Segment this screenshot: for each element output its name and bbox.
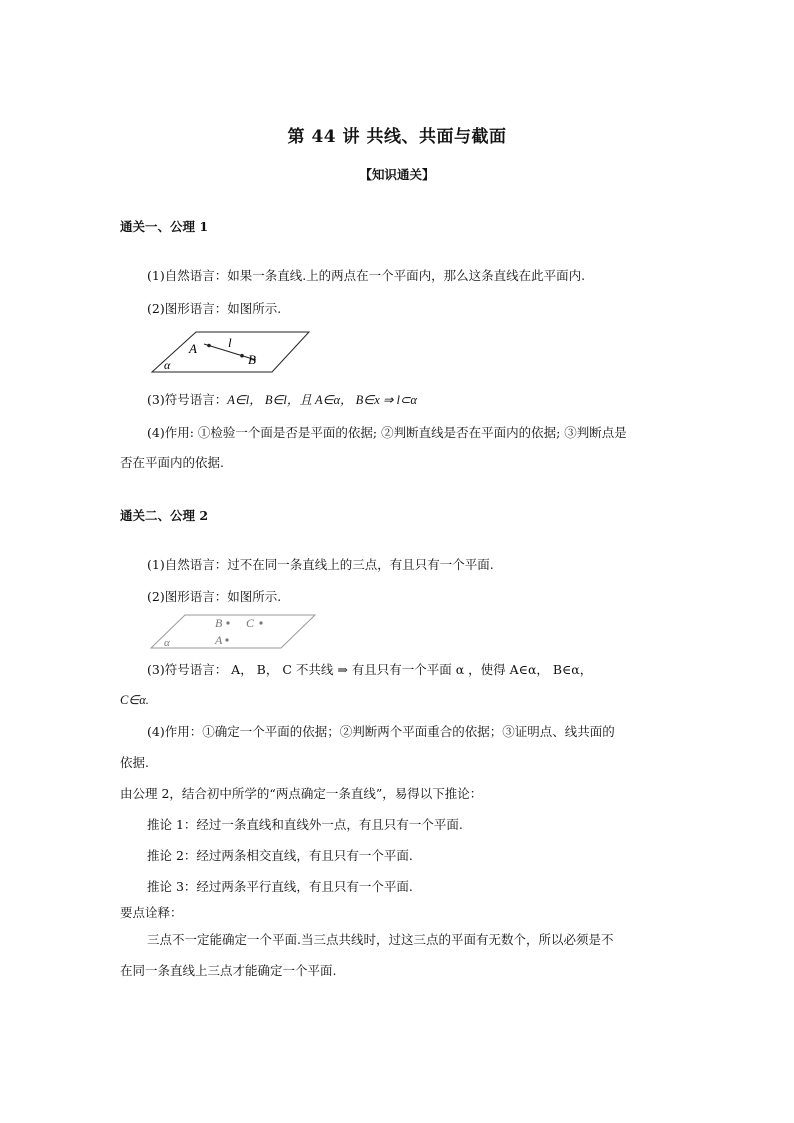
point-b-label: B [248,352,256,367]
corollary-2: 推论 2：经过两条相交直线，有且只有一个平面. [147,848,413,863]
axiom2-symbol-line2: C∈α. [120,693,149,707]
axiom1-use-line1: (4)作用: ①检验一个面是否是平面的依据; ②判断直线是否在平面内的依据; ③判断点是 [147,425,627,440]
axiom2-figure [147,612,327,652]
point-c-label: C [246,616,255,630]
line-l-label: l [228,335,232,350]
axiom2-natural-language: (1)自然语言：过不在同一条直线上的三点，有且只有一个平面. [147,557,494,572]
section-subtitle: 【知识通关】 [359,167,435,182]
page-title: 第 44 讲 共线、共面与截面 [287,127,507,147]
axiom1-natural-language: (1)自然语言：如果一条直线.上的两点在一个平面内，那么这条直线在此平面内. [147,268,586,283]
point-b-label: B [215,616,223,630]
axiom2-graphic-language: (2)图形语言：如图所示. [147,589,282,604]
point-a-label: A [189,341,197,356]
section1-heading: 通关一、公理 1 [120,219,209,234]
axiom1-symbol-prefix: (3)符号语言： [147,392,228,407]
axiom1-figure [144,330,324,380]
corollary-intro: 由公理 2，结合初中所学的“两点确定一条直线”，易得以下推论： [120,786,483,801]
axiom2-use-line1: (4)作用：①确定一个平面的依据；②判断两个平面重合的依据；③证明点、线共面的 [147,724,615,739]
key-points-line2: 在同一条直线上三点才能确定一个平面. [120,963,337,978]
axiom1-graphic-language: (2)图形语言：如图所示. [147,301,282,316]
plane-alpha-label: α [164,637,170,649]
axiom2-use-line2: 依据. [120,755,149,770]
axiom1-symbol-formula: A∈l， B∈l，且 A∈α， B∈x ⇒ l⊂α [227,393,417,407]
axiom1-use-line2: 否在平面内的依据. [120,455,224,470]
key-points-heading: 要点诠释： [120,905,183,920]
section2-heading: 通关二、公理 2 [120,508,209,523]
key-points-line1: 三点不一定能确定一个平面.当三点共线时，过这三点的平面有无数个，所以必须是不 [147,932,614,947]
plane-alpha-label: α [164,358,171,372]
corollary-3: 推论 3：经过两条平行直线，有且只有一个平面. [147,879,413,894]
axiom1-symbol-language [147,392,417,408]
point-a-label: A [215,633,223,647]
axiom2-symbol-line1: (3)符号语言： A， B， C 不共线 ⇒ 有且只有一个平面 α ，使得 A∈α， B∈α， [147,662,593,677]
corollary-1: 推论 1：经过一条直线和直线外一点，有且只有一个平面. [147,817,463,832]
